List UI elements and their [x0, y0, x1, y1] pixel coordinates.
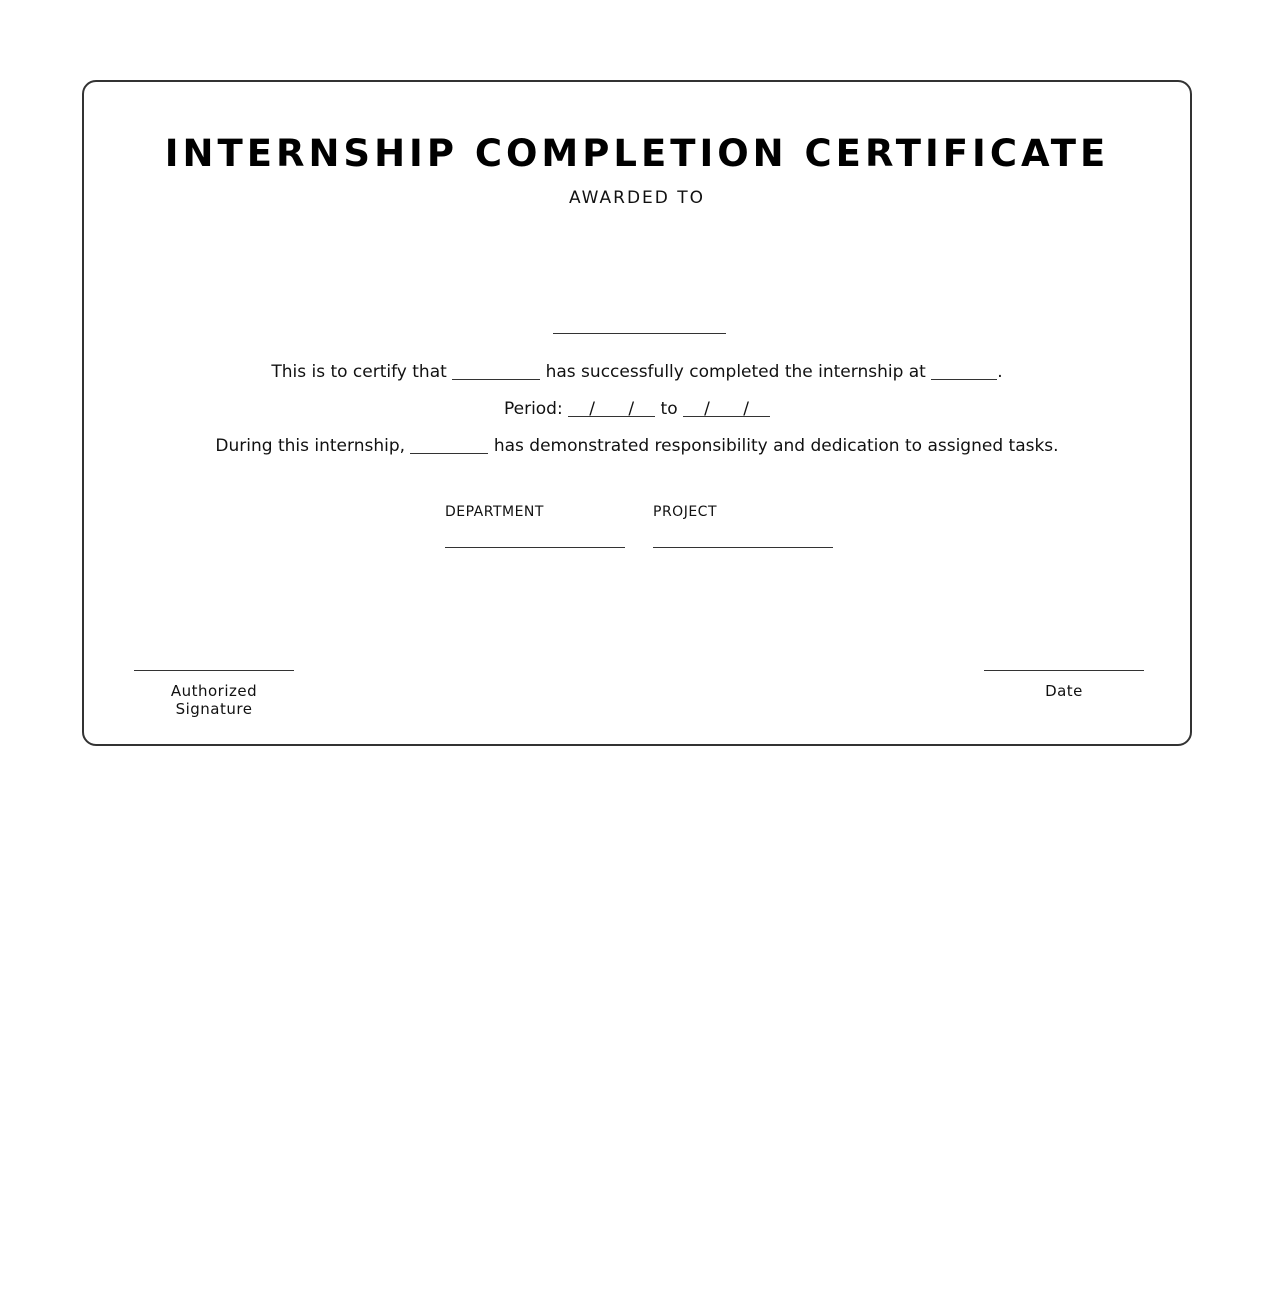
project-field: [653, 504, 833, 548]
company-blank: [931, 365, 997, 380]
recipient-name-blank: [452, 365, 540, 380]
project-line: [653, 547, 833, 548]
project-label: PROJECT: [653, 504, 717, 520]
period-to: to: [660, 399, 678, 419]
dedication-suffix: has demonstrated responsibility and dedication to assigned tasks.: [493, 436, 1059, 456]
period-label: Period:: [503, 399, 563, 419]
department-line: [445, 547, 625, 548]
certify-middle: has successfully completed the internship at: [545, 362, 926, 382]
certify-statement: [84, 362, 1190, 382]
recipient-name-line: [553, 333, 726, 334]
date-line: [984, 670, 1144, 671]
authorized-signature-label: Authorized Signature: [170, 682, 258, 718]
date-label: Date: [1045, 682, 1083, 700]
department-label: DEPARTMENT: [445, 504, 544, 520]
dedication-statement: [84, 436, 1190, 456]
department-field: [445, 504, 625, 548]
authorized-signature-block: [132, 670, 296, 718]
date-block: [982, 670, 1146, 700]
certify-prefix: This is to certify that: [271, 362, 447, 382]
signature-line: [134, 670, 294, 671]
certificate-frame: [82, 80, 1192, 746]
end-date-blank: / /: [683, 402, 770, 417]
certificate-title: INTERNSHIP COMPLETION CERTIFICATE: [164, 132, 1110, 175]
intern-name-blank: [410, 439, 488, 454]
certify-suffix: .: [997, 362, 1003, 382]
dedication-prefix: During this internship,: [215, 436, 406, 456]
certificate-subtitle: AWARDED TO: [568, 188, 706, 208]
start-date-blank: / /: [568, 402, 655, 417]
period-statement: [84, 399, 1190, 419]
